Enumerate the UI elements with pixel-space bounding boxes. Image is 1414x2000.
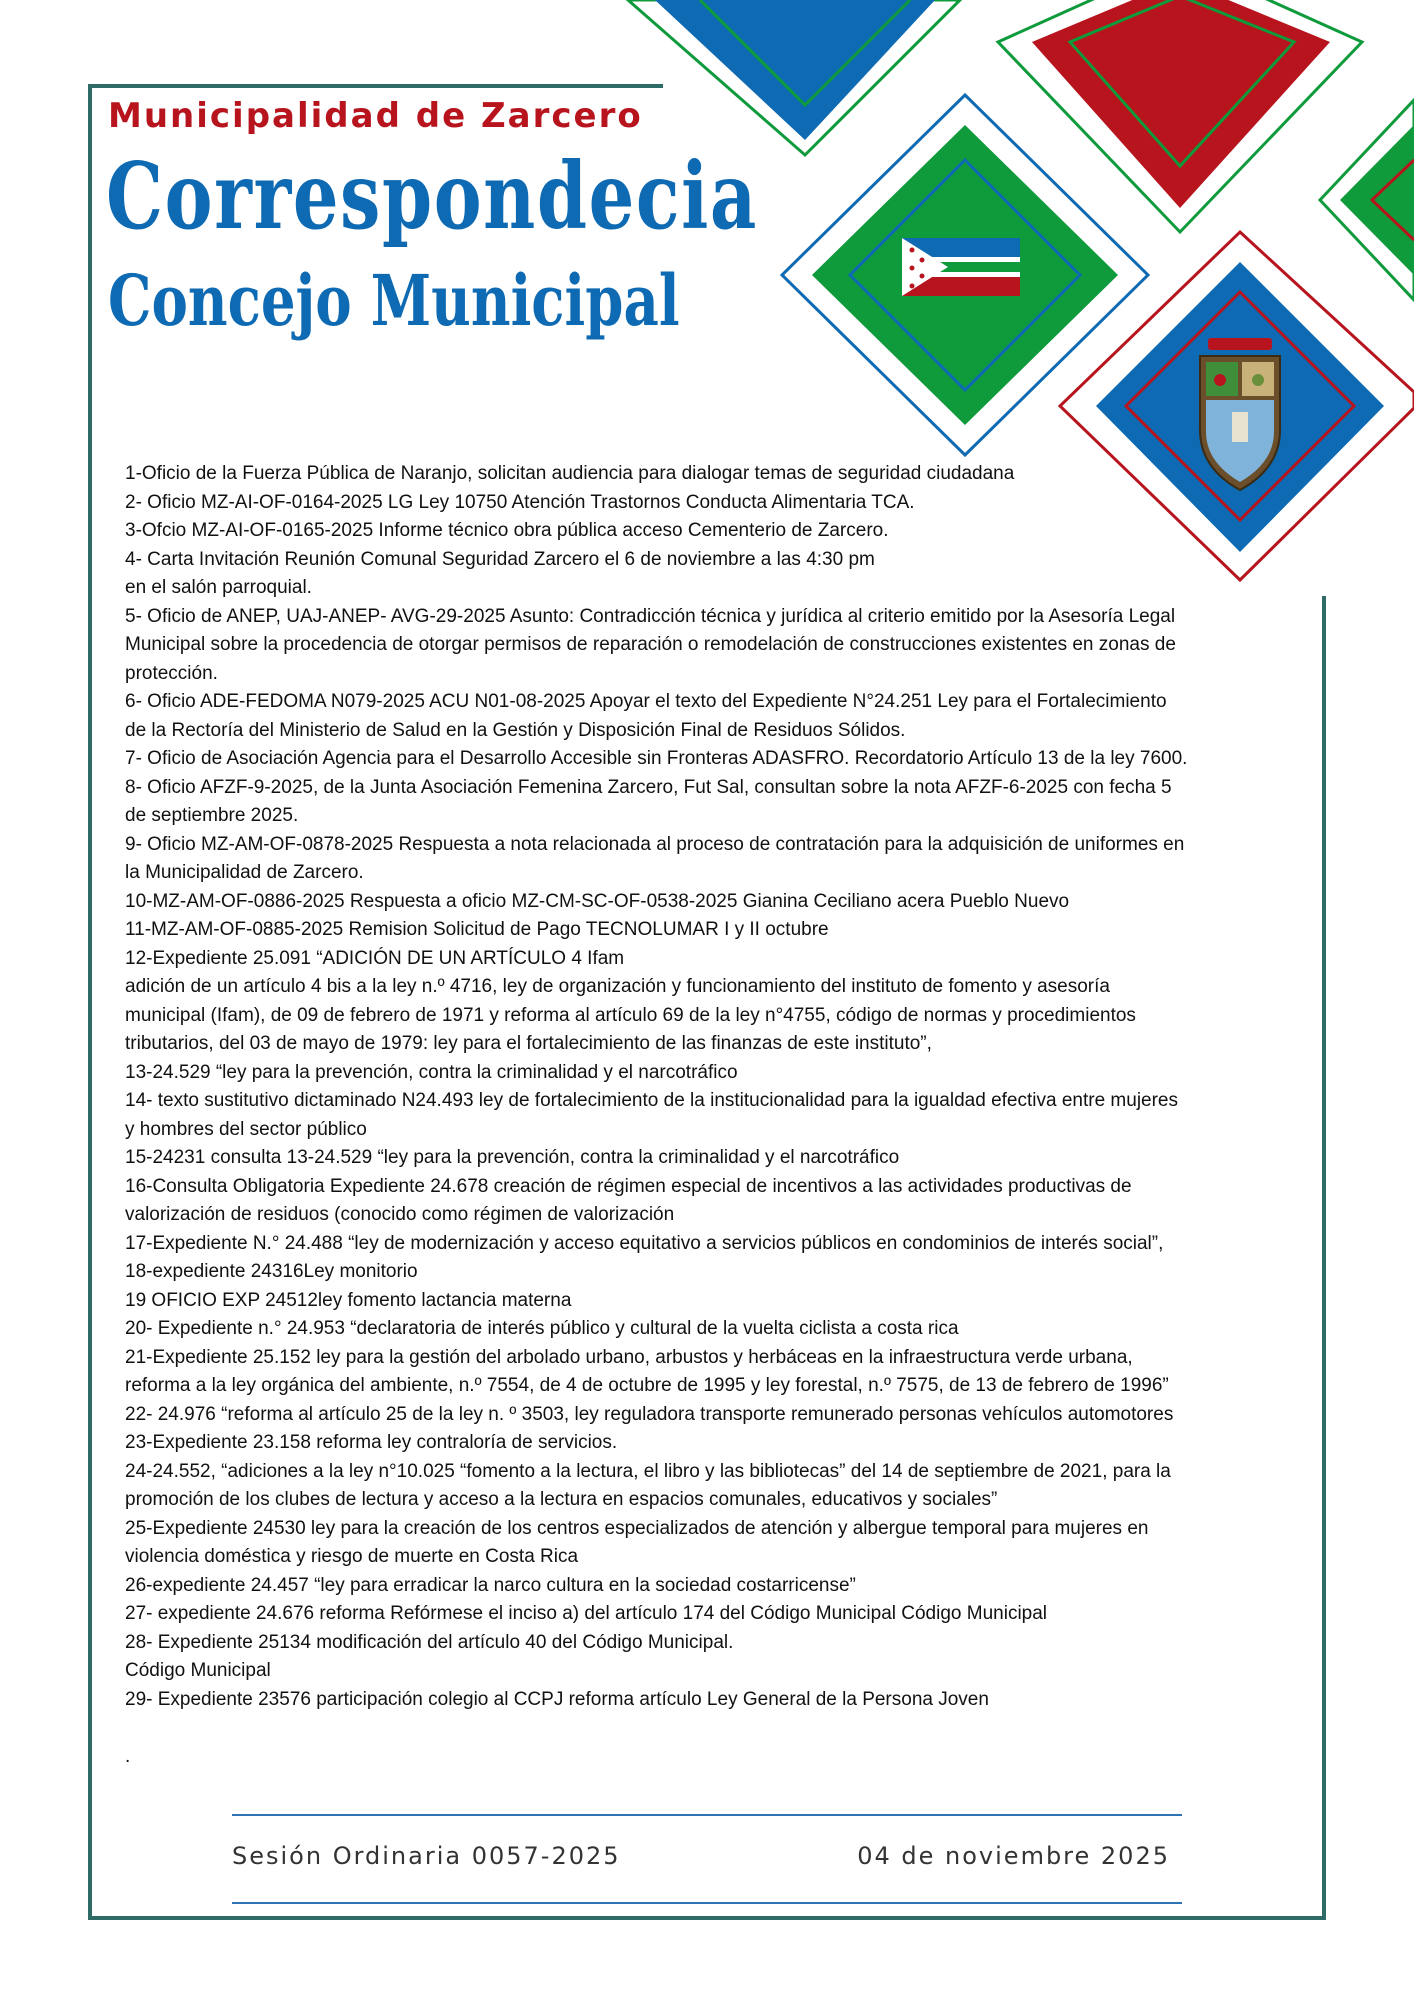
list-item: en el salón parroquial. (125, 577, 312, 598)
list-item: 4- Carta Invitación Reunión Comunal Seguridad Zarcero el 6 de noviembre a las 4:30 pm (125, 548, 875, 570)
list-item: 29- Expediente 23576 participación colegio al CCPJ reforma artículo Ley General de la Persona Joven (125, 1688, 989, 1710)
list-item: y hombres del sector público (125, 1118, 367, 1140)
list-item: 19 OFICIO EXP 24512ley fomento lactancia materna (125, 1289, 572, 1311)
list-item: 24-24.552, “adiciones a la ley n°10.025 “fomento a la lectura, el libro y las bibliotecas” del 14 de septiembre de 2021, para la (125, 1460, 1171, 1482)
session-label: Sesión Ordinaria 0057-2025 (232, 1842, 621, 1870)
list-item: 23-Expediente 23.158 reforma ley contraloría de servicios. (125, 1432, 618, 1453)
list-item: 12-Expediente 25.091 “ADICIÓN DE UN ARTÍCULO 4 Ifam (125, 947, 625, 969)
list-item: 10-MZ-AM-OF-0886-2025 Respuesta a oficio MZ-CM-SC-OF-0538-2025 Gianina Ceciliano acera Pueblo Nuevo (125, 890, 1070, 912)
list-item: promoción de los clubes de lectura y acceso a la lectura en espacios comunales, educativos y sociales” (125, 1489, 998, 1510)
list-item: 21-Expediente 25.152 ley para la gestión del arbolado urbano, arbustos y herbáceas en la infraestructura verde urbana, (125, 1346, 1133, 1368)
list-item: 22- 24.976 “reforma al artículo 25 de la ley n. º 3503, ley reguladora transporte remunerado personas vehículos automotores (125, 1403, 1174, 1425)
list-item: 15-24231 consulta 13-24.529 “ley para la prevención, contra la criminalidad y el narcotráfico (125, 1147, 900, 1168)
list-item: valorización de residuos (conocido como régimen de valorización (125, 1204, 675, 1225)
list-item: 9- Oficio MZ-AM-OF-0878-2025 Respuesta a nota relacionada al proceso de contratación para la adquisición de uniformes en (125, 833, 1185, 855)
list-item: 6- Oficio ADE-FEDOMA N079-2025 ACU N01-08-2025 Apoyar el texto del Expediente N°24.251 Ley para el Fortalecimiento (125, 691, 1167, 712)
blank-line (125, 1714, 1325, 1743)
page-title: Correspondecia (106, 142, 758, 250)
list-item: 11-MZ-AM-OF-0885-2025 Remision Solicitud de Pago TECNOLUMAR I y II octubre (125, 919, 829, 940)
list-item: reforma a la ley orgánica del ambiente, n.º 7554, de 4 de octubre de 1995 y ley forestal, n.º 7575, de 13 de febrero de 1996” (125, 1375, 1169, 1396)
list-item: la Municipalidad de Zarcero. (125, 862, 364, 883)
footer-divider-top (232, 1814, 1182, 1816)
list-item: . (125, 1745, 131, 1767)
list-item: 27- expediente 24.676 reforma Refórmese el inciso a) del artículo 174 del Código Municipal Código Municipal (125, 1603, 1048, 1624)
list-item: Código Municipal (125, 1660, 271, 1681)
list-item: 5- Oficio de ANEP, UAJ-ANEP- AVG-29-2025 Asunto: Contradicción técnica y jurídica al criterio emitido por la Asesoría Legal (125, 605, 1176, 627)
list-item: municipal (Ifam), de 09 de febrero de 1971 y reforma al artículo 69 de la ley n°4755, código de normas y procedimientos (125, 1004, 1136, 1026)
list-item: tributarios, del 03 de mayo de 1979: ley para el fortalecimiento de las finanzas de este instituto”, (125, 1033, 932, 1054)
list-item: 25-Expediente 24530 ley para la creación de los centros especializados de atención y albergue temporal para mujeres en (125, 1517, 1149, 1539)
list-item: adición de un artículo 4 bis a la ley n.º 4716, ley de organización y funcionamiento del instituto de fomento y asesoría (125, 976, 1110, 997)
session-date: 04 de noviembre 2025 (857, 1842, 1170, 1870)
list-item: Municipal sobre la procedencia de otorgar permisos de reparación o remodelación de construcciones existentes en zonas de (125, 634, 1176, 655)
list-item: protección. (125, 662, 218, 684)
list-item: 28- Expediente 25134 modificación del artículo 40 del Código Municipal. (125, 1631, 734, 1653)
list-item: 7- Oficio de Asociación Agencia para el Desarrollo Accesible sin Fronteras ADASFRO. Recordatorio Artículo 13 de la ley 7600. (125, 748, 1188, 769)
list-item: 14- texto sustitutivo dictaminado N24.493 ley de fortalecimiento de la institucionalidad para la igualdad efectiva entre mujeres (125, 1090, 1178, 1111)
list-item: 1-Oficio de la Fuerza Pública de Naranjo, solicitan audiencia para dialogar temas de seguridad ciudadana (125, 463, 1015, 484)
list-item: de septiembre 2025. (125, 805, 299, 826)
list-item: 2- Oficio MZ-AI-OF-0164-2025 LG Ley 10750 Atención Trastornos Conducta Alimentaria TCA. (125, 491, 915, 513)
right-edge-diamond (1320, 100, 1414, 300)
list-item: 17-Expediente N.° 24.488 “ley de modernización y acceso equitativo a servicios públicos en condominios de interés social”, (125, 1232, 1164, 1254)
organization-name: Municipalidad de Zarcero (108, 96, 643, 136)
list-item: de la Rectoría del Ministerio de Salud en la Gestión y Disposición Final de Residuos Sólidos. (125, 719, 906, 741)
list-item: violencia doméstica y riesgo de muerte en Costa Rica (125, 1546, 579, 1567)
frame-bottom-border (88, 1916, 1326, 1920)
blue-diamond-top (628, 0, 960, 155)
list-item: 20- Expediente n.° 24.953 “declaratoria de interés público y cultural de la vuelta ciclista a costa rica (125, 1318, 959, 1339)
page-subtitle: Concejo Municipal (108, 259, 680, 342)
list-item: 8- Oficio AFZF-9-2025, de la Junta Asociación Femenina Zarcero, Fut Sal, consultan sobre la nota AFZF-6-2025 con fecha 5 (125, 776, 1172, 798)
correspondence-list (125, 460, 1325, 1771)
list-item: 16-Consulta Obligatoria Expediente 24.678 creación de régimen especial de incentivos a las actividades productivas de (125, 1175, 1132, 1197)
list-item: 13-24.529 “ley para la prevención, contra la criminalidad y el narcotráfico (125, 1061, 738, 1083)
list-item: 18-expediente 24316Ley monitorio (125, 1261, 418, 1282)
footer-divider-bottom (232, 1902, 1182, 1904)
list-item: 26-expediente 24.457 “ley para erradicar la narco cultura en la sociedad costarricense” (125, 1574, 856, 1596)
zarcero-flag-icon (902, 238, 1020, 296)
list-item: 3-Ofcio MZ-AI-OF-0165-2025 Informe técnico obra pública acceso Cementerio de Zarcero. (125, 520, 889, 541)
